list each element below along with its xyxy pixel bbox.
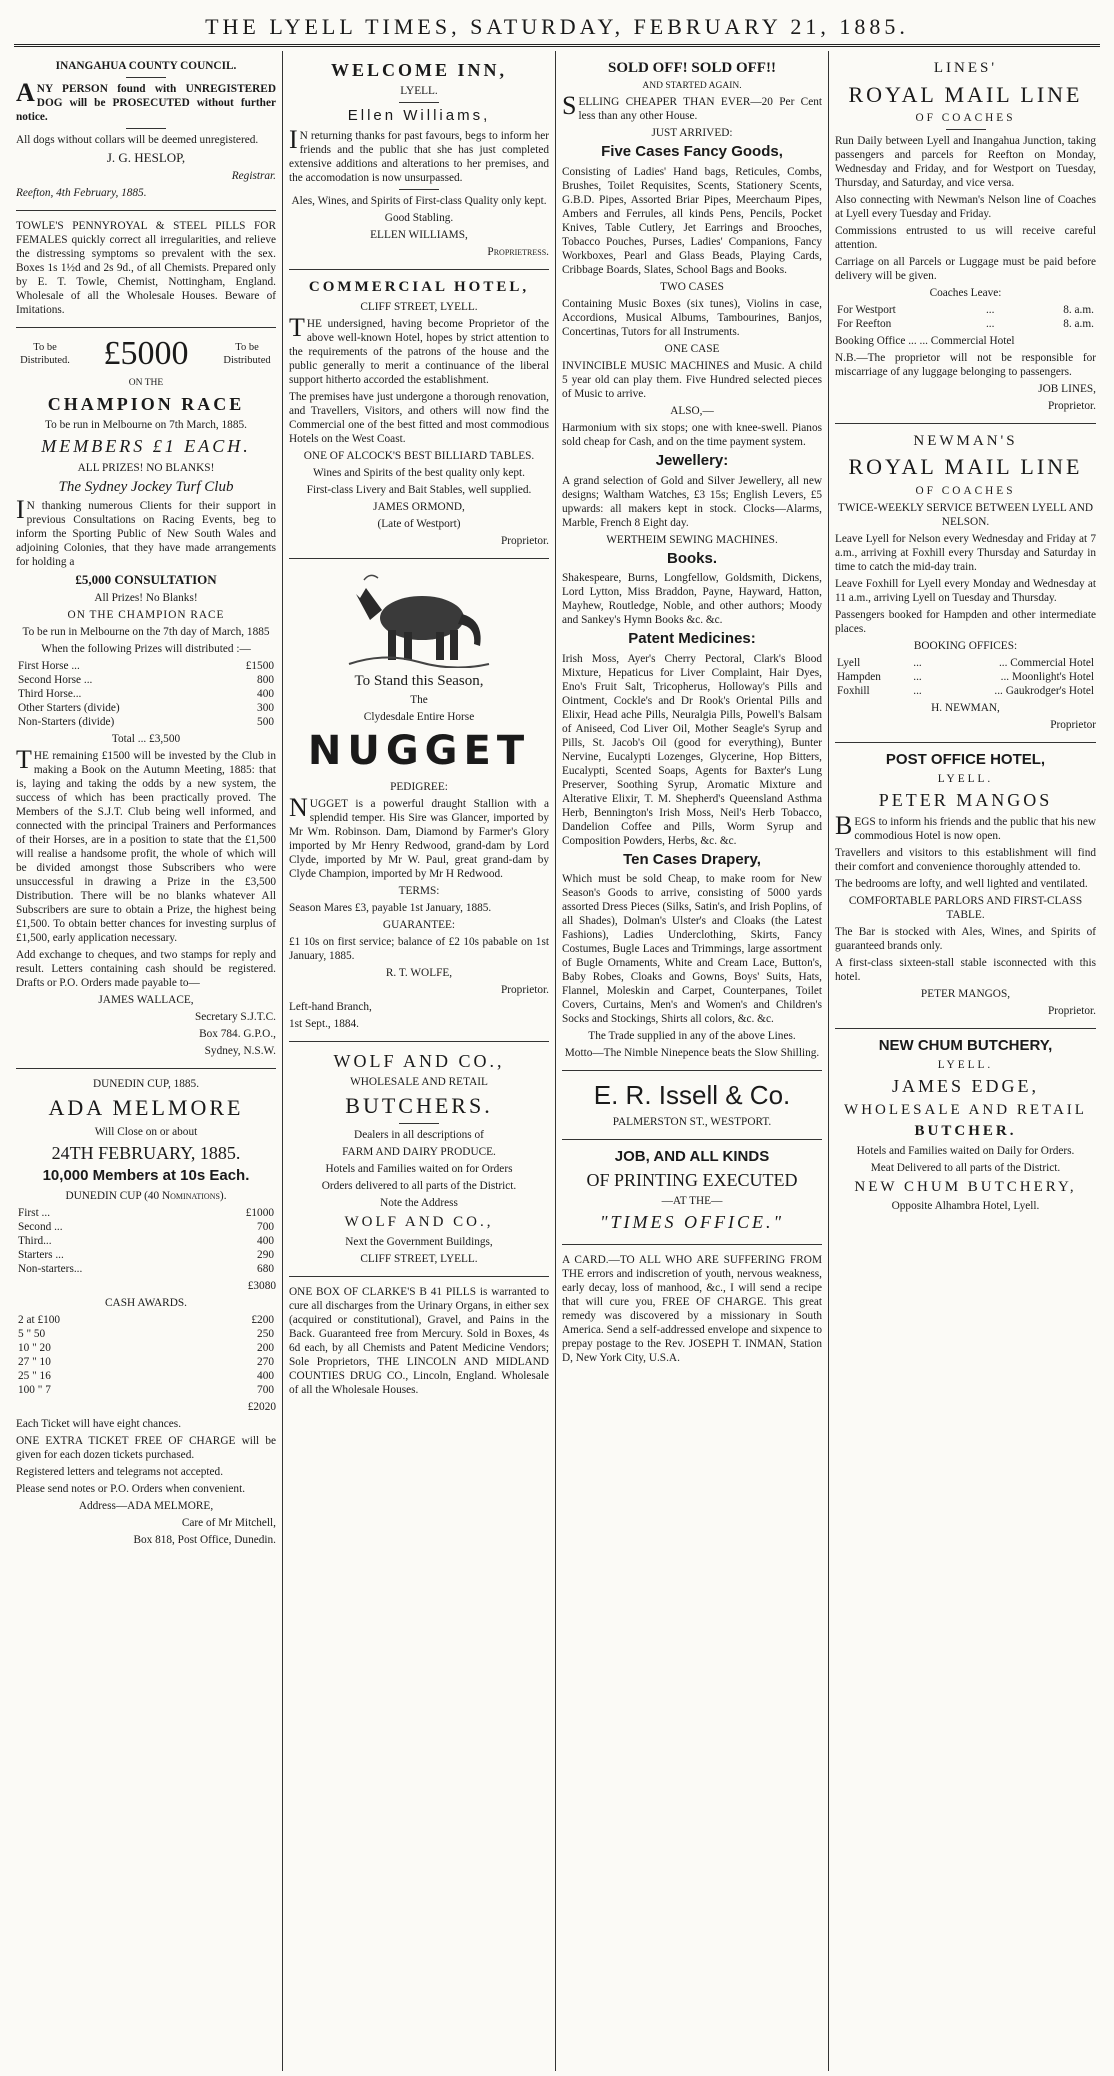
sweep-on-the: ON THE	[128, 378, 164, 389]
cash-label: 100 " 7	[18, 1383, 51, 1396]
welcome-role: Proprietress.	[487, 245, 549, 258]
post-office-hotel-ad	[835, 743, 1096, 1029]
newchum-title-2: NEW CHUM BUTCHERY,	[854, 1178, 1077, 1195]
cash-amount: 700	[257, 1383, 274, 1396]
prize-label: Other Starters (divide)	[18, 702, 120, 715]
soldoff-one: ONE CASE	[664, 342, 720, 355]
sweep-intro: IN thanking numerous Clients for their support in previous Consultations on Racing Events, beg to inform the Sporting Public of New South Wales and adjoining Colonies, that they have made arrangements for holding a	[16, 495, 276, 569]
divider	[126, 77, 166, 78]
prize-label: Second Horse ...	[18, 674, 93, 687]
prize-label: First Horse ...	[18, 660, 80, 673]
council-signer: J. G. HESLOP,	[106, 150, 186, 165]
soldoff-also-body: Harmonium with six stops; one with knee-swell. Pianos sold cheap for Cash, and on the time payment system.	[562, 421, 822, 448]
wolf-orders: Orders delivered to all parts of the District.	[321, 1180, 517, 1193]
cash-amount: 200	[257, 1341, 274, 1354]
column-4	[829, 51, 1102, 2071]
welcome-place: LYELL.	[400, 85, 438, 98]
sweep-prize-table	[16, 659, 276, 729]
newman-title: NEWMAN'S	[913, 432, 1018, 449]
printing-ad	[562, 1140, 822, 1245]
commercial-street: CLIFF STREET, LYELL.	[360, 300, 478, 313]
dunedin-close: Will Close on or about	[94, 1125, 198, 1138]
office-hotel: ... Commercial Hotel	[998, 656, 1094, 669]
cash-amount: 270	[257, 1355, 274, 1368]
dunedin-title: DUNEDIN CUP, 1885.	[92, 1078, 200, 1091]
dunedin-each: Each Ticket will have eight chances.	[16, 1417, 182, 1430]
wolf-next: Next the Government Buildings,	[345, 1235, 493, 1248]
postoffice-body: BEGS to inform his friends and the public that his new commodious Hotel is now open.	[835, 810, 1096, 842]
sweep-on-race-sub: To be run in Melbourne on the 7th day of March, 1885	[22, 626, 270, 639]
sweep-sign-3: Box 784. G.P.O.,	[199, 1028, 276, 1041]
newchum-butcher: BUTCHER.	[914, 1123, 1017, 1140]
issell-name: E. R. Issell & Co.	[593, 1080, 791, 1111]
dunedin-extra: ONE EXTRA TICKET FREE OF CHARGE will be given for each dozen tickets purchased.	[16, 1434, 276, 1461]
postoffice-bar: The Bar is stocked with Ales, Wines, and Spirits of guaranteed brands only.	[835, 925, 1096, 952]
soldoff-fancy: Five Cases Fancy Goods,	[601, 143, 783, 161]
sweep-when: When the following Prizes will distributed :—	[41, 643, 251, 656]
commercial-late: (Late of Westport)	[377, 517, 461, 530]
card-ad	[562, 1245, 822, 1375]
nugget-season: Season Mares £3, payable 1st January, 1885.	[289, 901, 492, 914]
cash-row	[16, 1383, 276, 1397]
commercial-body-2: The premises have just undergone a thorough renovation, and Travellers, Visitors, and others will now find the Commercial one of the best fitted and most commodious Hotels on the West Coast.	[289, 390, 549, 445]
newchum-opposite: Opposite Alhambra Hotel, Lyell.	[891, 1200, 1040, 1213]
council-date: Reefton, 4th February, 1885.	[16, 187, 147, 200]
newchum-name: JAMES EDGE,	[891, 1076, 1039, 1097]
dunedin-address-2: Care of Mr Mitchell,	[181, 1516, 276, 1529]
lines-also: Also connecting with Newman's Nelson line of Coaches at Lyell every Tuesday and Friday.	[835, 193, 1096, 220]
cash-amount: £200	[251, 1313, 274, 1326]
time-row	[835, 303, 1096, 317]
soldoff-sewing: WERTHEIM SEWING MACHINES.	[606, 533, 778, 546]
sweep-amount: £5000	[103, 335, 189, 373]
office-place: Foxhill	[837, 684, 870, 697]
newman-service: TWICE-WEEKLY SERVICE BETWEEN LYELL AND NELSON.	[837, 501, 1094, 528]
divider	[126, 128, 166, 129]
prize-amount: 800	[257, 674, 274, 687]
welcome-title: WELCOME INN,	[330, 60, 507, 80]
prize-label: Non-Starters (divide)	[18, 716, 115, 729]
postoffice-travellers: Travellers and visitors to this establishment will find their comfort and convenience thoroughly attended to.	[835, 846, 1096, 873]
nugget-stallion-ad	[289, 559, 549, 1042]
prize-amount: £1500	[245, 660, 274, 673]
dunedin-cup: DUNEDIN CUP (40 Nominations).	[65, 1189, 227, 1202]
lines-booking: Booking Office ... ... Commercial Hotel	[835, 334, 1015, 347]
nugget-guarantee: GUARANTEE:	[382, 918, 456, 931]
welcome-inn-ad	[289, 51, 549, 270]
commercial-body: THE undersigned, having become Proprietor of the above well-known Hotel, hopes by strict attention to the requirements of the patrons of the house and the public generally to merit a continuance of the liberal support hitherto accorded the establishment.	[289, 312, 549, 386]
time-label: For Reefton	[837, 317, 892, 330]
commercial-title: COMMERCIAL HOTEL,	[308, 278, 530, 295]
newman-offices: BOOKING OFFICES:	[913, 639, 1018, 652]
newman-passengers: Passengers booked for Hampden and other intermediate places.	[835, 608, 1096, 635]
cup-amount: 400	[257, 1234, 274, 1247]
soldoff-jewellery-body: A grand selection of Gold and Silver Jewellery, all new designs; Waltham Watches, £3 15s; English Levers, £5 upwards: all makers kept in stock. Clocks—Alarms, Marble, French 8 Eight day.	[562, 474, 822, 529]
office-dots: ...	[913, 670, 922, 683]
dunedin-members: 10,000 Members at 10s Each.	[42, 1166, 250, 1184]
postoffice-title: POST OFFICE HOTEL,	[885, 750, 1046, 768]
newman-leave-1: Leave Lyell for Nelson every Wednesday and Friday at 7 a.m., arriving at Foxhill every Thursday and Saturday in time to catch the mid-day train.	[835, 532, 1096, 573]
cash-amount: 250	[257, 1327, 274, 1340]
welcome-stabling: Good Stabling.	[384, 211, 454, 224]
printing-line-1: JOB, AND ALL KINDS	[614, 1147, 770, 1165]
nugget-body: NUGGET is a powerful draught Stallion with a splendid temper. His Sire was Glancer, imported by Mr Wm. Robinson. Dam, Diamond by Farmer's Glory imported by Mr Henry Redwood, grand-dam by Lord Clyde, imported by Mr W. Paul, great grand-dam by Clyde Champion, imported by Mr H Redwood.	[289, 792, 549, 880]
postoffice-parlors: COMFORTABLE PARLORS AND FIRST-CLASS TABLE.	[848, 894, 1083, 921]
office-dots: ...	[913, 684, 922, 697]
prize-row	[16, 701, 276, 715]
office-row	[835, 684, 1096, 698]
sweep-left: To be Distributed.	[20, 342, 70, 367]
lines-royal: ROYAL MAIL LINE	[848, 81, 1083, 107]
prize-row	[16, 715, 276, 729]
sweep-total: Total ... £3,500	[111, 733, 181, 746]
lines-sign: JOB LINES,	[1038, 382, 1096, 395]
sweep-members: MEMBERS £1 EACH.	[41, 436, 251, 457]
nugget-breed: Clydesdale Entire Horse	[363, 711, 475, 724]
printing-line-3: —AT THE—	[661, 1195, 723, 1208]
dunedin-address-3: Box 818, Post Office, Dunedin.	[133, 1533, 276, 1546]
nugget-name: NUGGET	[307, 728, 531, 775]
soldoff-patent-body: Irish Moss, Ayer's Cherry Pectoral, Clark's Blood Mixture, Hepaticus for Liver Complaint, Hair Dyes, Eno's Fruit Salt, Tricopherus, Holloway's Pills and Ointment, Cockle's and Dr Rook's Oriental Pills and Elixir, Head ache Pills, Neuralgia Pills, Powell's Balsam of Aniseed, Cod Liver Oil, Mother Seagle's Syrup and Pills, St. Jacob's Oil (good for everything), Bunter Nervine, Eucalypti Lozenges, Glycerine, Hop Bitters, Eucalypti, Scented Soaps, Agents for Baxter's Lung Preserver, Soothing Syrup, Aromatic Mixture and Alterative Elixir, T. M. Shepherd's Queensland Asthma Herb, Bennington's Irish Moss, Neil's Herb Tobacco, Dandelion Coffee and Pills, Worm Syrup and Composition Powders, Herbs, &c. &c.	[562, 652, 822, 847]
office-place: Lyell	[837, 656, 861, 669]
lines-times-table	[835, 303, 1096, 331]
lines-leave: Coaches Leave:	[929, 286, 1002, 299]
soldoff-title: SOLD OFF! SOLD OFF!!	[608, 60, 776, 76]
cash-label: 25 " 16	[18, 1369, 51, 1382]
soldoff-arrived: JUST ARRIVED:	[651, 127, 733, 140]
prize-amount: 400	[257, 688, 274, 701]
divider	[399, 102, 439, 103]
soldoff-patent: Patent Medicines:	[628, 630, 756, 648]
commercial-wines: Wines and Spirits of the best quality only kept.	[313, 466, 525, 479]
wolf-sub: WHOLESALE AND RETAIL	[350, 1076, 488, 1088]
dunedin-date: 24TH FEBRUARY, 1885.	[51, 1142, 241, 1163]
soldoff-also: ALSO,—	[670, 404, 714, 417]
new-chum-butchery-ad	[835, 1029, 1096, 1224]
welcome-ales: Ales, Wines, and Spirits of First-class Quality only kept.	[291, 194, 547, 207]
lines-coaches: OF COACHES	[915, 111, 1016, 124]
wolf-butchers: BUTCHERS.	[345, 1093, 493, 1118]
prize-row	[16, 687, 276, 701]
cup-row	[16, 1248, 276, 1262]
printing-line-2: OF PRINTING EXECUTED	[586, 1170, 798, 1191]
wolf-title: WOLF AND CO.,	[333, 1050, 505, 1071]
soldoff-jewellery: Jewellery:	[655, 451, 729, 469]
dunedin-cash: CASH AWARDS.	[105, 1296, 187, 1309]
dunedin-cup-ad	[16, 1069, 276, 1556]
nugget-guarantee-body: £1 10s on first service; balance of £2 10s pabable on 1st January, 1885.	[289, 935, 549, 962]
newman-royal: ROYAL MAIL LINE	[848, 454, 1083, 480]
office-hotel: ... Moonlight's Hotel	[1000, 670, 1094, 683]
prize-row	[16, 659, 276, 673]
sydney-sweep-ad	[16, 328, 276, 1069]
prize-label: Third Horse...	[18, 688, 82, 701]
council-role: Registrar.	[231, 170, 276, 183]
sold-off-ad	[562, 51, 822, 1071]
wolf-note: Note the Address	[380, 1197, 458, 1210]
cup-label: Third...	[18, 1234, 52, 1247]
sweep-body-2: Add exchange to cheques, and two stamps for reply and result. Letters containing cash should be registered. Drafts or P.O. Orders made payable to—	[16, 949, 276, 990]
card-text: A CARD.—TO ALL WHO ARE SUFFERING FROM THE errors and indiscretion of youth, nervous weakness, early decay, loss of manhood, &c., I will send a recipe that will cure you, FREE OF CHARGE. This great remedy was discovered by a missionary in South America. Send a self-addressed envelope and sixpence to prepay postage to the Rev. JOSEPH T. INMAN, Station D, New York City, U.S.A.	[562, 1253, 822, 1364]
cash-row	[16, 1341, 276, 1355]
soldoff-books-body: Shakespeare, Burns, Longfellow, Goldsmith, Dickens, Lord Lytton, Miss Braddon, Payne, Hayward, Hatton, Mayhew, Routledge, Noble, and other authors; Moody and Sankey's Hymn Books &c. &c.	[562, 572, 822, 627]
cup-row	[16, 1220, 276, 1234]
newman-coaches-ad	[835, 424, 1096, 743]
printing-line-4: "TIMES OFFICE."	[599, 1212, 785, 1233]
cup-label: Second ...	[18, 1220, 63, 1233]
sweep-race-sub: To be run in Melbourne on 7th March, 1885.	[45, 419, 247, 432]
council-body-2: All dogs without collars will be deemed unregistered.	[16, 134, 259, 146]
towle-text: TOWLE'S PENNYROYAL & STEEL PILLS FOR FEMALES quickly correct all irregularities, and relieve the distressing symptoms so prevalent with the sex. Boxes 1s 1½d and 2s 9d., of all Chemists. Prepared only by E. T. Towle, Chemist, Nottingham, England. Wholesale of all the Wholesale Houses. Beware of Imitations.	[16, 220, 276, 317]
masthead-rule	[14, 44, 1100, 47]
sweep-sign-4: Sydney, N.S.W.	[204, 1045, 276, 1058]
lines-title: LINES'	[933, 60, 998, 76]
wolf-butchers-ad	[289, 1042, 549, 1277]
welcome-name: Ellen Williams,	[347, 107, 491, 125]
sweep-club: The Sydney Jockey Turf Club	[58, 478, 234, 495]
cup-amount: 680	[257, 1262, 274, 1275]
clarke-pills-ad	[289, 1277, 549, 1407]
dunedin-registered: Registered letters and telegrams not accepted.	[16, 1465, 224, 1478]
prize-amount: 500	[257, 716, 274, 729]
lines-nb: N.B.—The proprietor will not be responsible for miscarriage of any luggage belonging to passengers.	[835, 351, 1096, 378]
newchum-sub: WHOLESALE AND RETAIL	[844, 1101, 1087, 1118]
newchum-place: LYELL.	[937, 1059, 994, 1072]
council-title: INANGAHUA COUNTY COUNCIL.	[55, 60, 237, 72]
time-value: 8. a.m.	[1063, 317, 1094, 330]
cup-row	[16, 1234, 276, 1248]
newman-sign: H. NEWMAN,	[931, 701, 1000, 714]
sweep-consultation: £5,000 CONSULTATION	[75, 572, 217, 588]
dunedin-cup-table	[16, 1206, 276, 1276]
issell-address: PALMERSTON ST., WESTPORT.	[612, 1115, 772, 1128]
prize-amount: 300	[257, 702, 274, 715]
soldoff-two: TWO CASES	[660, 280, 724, 293]
column-3	[556, 51, 829, 2071]
prize-row	[16, 673, 276, 687]
newman-role: Proprietor	[1050, 718, 1096, 731]
wolf-street: CLIFF STREET, LYELL.	[360, 1252, 478, 1265]
office-place: Hampden	[837, 670, 881, 683]
time-label: For Westport	[837, 303, 896, 316]
council-notice	[16, 51, 276, 211]
commercial-livery: First-class Livery and Bait Stables, well supplied.	[306, 483, 532, 496]
office-dots: ...	[913, 656, 922, 669]
cup-row	[16, 1262, 276, 1276]
dunedin-address-1: Address—ADA MELMORE,	[78, 1499, 214, 1512]
cash-label: 2 at £100	[18, 1313, 61, 1326]
commercial-role: Proprietor.	[500, 534, 549, 547]
lines-commissions: Commissions entrusted to us will receive careful attention.	[835, 224, 1096, 251]
dunedin-send: Please send notes or P.O. Orders when convenient.	[16, 1482, 246, 1495]
sweep-on-race: ON THE CHAMPION RACE	[67, 609, 225, 622]
sweep-right: To be Distributed	[223, 342, 271, 367]
soldoff-two-body: Containing Music Boxes (six tunes), Violins in case, Accordions, Musical Albums, Tambourines, Banjos, Concertinas, Tutors for all Instruments.	[562, 297, 822, 338]
cup-amount: £1000	[245, 1206, 274, 1219]
dunedin-cup-total: £3080	[247, 1279, 276, 1292]
soldoff-books: Books.	[666, 549, 717, 567]
sweep-race: CHAMPION RACE	[47, 394, 245, 415]
nugget-terms: TERMS:	[398, 884, 440, 897]
welcome-body: IN returning thanks for past favours, begs to inform her friends and the public that she has just completed extensive additions and alterations to her premises, and the accomodation is now unsurpassed.	[289, 124, 549, 184]
horse-illustration	[344, 568, 494, 668]
newchum-hotels: Hotels and Families waited on Daily for Orders.	[856, 1144, 1075, 1157]
nugget-pedigree: PEDIGREE:	[390, 780, 448, 793]
cash-row	[16, 1313, 276, 1327]
nugget-date: 1st Sept., 1884.	[289, 1017, 359, 1030]
cup-label: Non-starters...	[18, 1262, 83, 1275]
time-dots: ...	[985, 303, 995, 316]
cash-label: 27 " 10	[18, 1355, 51, 1368]
divider	[399, 1123, 439, 1124]
cup-row	[16, 1206, 276, 1220]
issell-ad	[562, 1071, 822, 1139]
divider	[399, 189, 439, 190]
postoffice-place: LYELL.	[937, 773, 994, 786]
office-row	[835, 656, 1096, 670]
cup-label: First ...	[18, 1206, 51, 1219]
wolf-address: WOLF AND CO.,	[344, 1214, 494, 1231]
sweep-consultation-sub: All Prizes! No Blanks!	[94, 592, 198, 605]
time-row	[835, 317, 1096, 331]
nugget-role: Proprietor.	[500, 983, 549, 996]
postoffice-sign: PETER MANGOS,	[920, 987, 1011, 1000]
soldoff-fancy-body: Consisting of Ladies' Hand bags, Reticules, Combs, Brushes, Toilet Requisites, Scents, Stationery Scents, G.B.D. Pipes, Assorted Briar Pipes, Meerchaum Pipes, Ambers and Ferrules, all kinds Pens, Pencils, Pocket Knives, Table Cutlery, Jet Earrings and Brooches, Tobacco Pouches, Purses, Ladies' Companions, Fancy Workboxes, Pearl and Glass Beads, Playing Cards, Cribbage Boards, Slates, School Bags and Books.	[562, 165, 822, 276]
postoffice-stable: A first-class sixteen-stall stable isconnected with this hotel.	[835, 956, 1096, 983]
welcome-sign: ELLEN WILLIAMS,	[370, 228, 468, 241]
soldoff-trade: The Trade supplied in any of the above Lines.	[588, 1030, 796, 1043]
cash-amount: 400	[257, 1369, 274, 1382]
soldoff-motto: Motto—The Nimble Ninepence beats the Slow Shilling.	[564, 1047, 820, 1060]
dunedin-cash-total: £2020	[247, 1400, 276, 1413]
soldoff-drapery-body: Which must be sold Cheap, to make room for New Season's Goods to arrive, consisting of 5000 yards assorted Dress Pieces (Silks, Satin's, and Irish Poplins, of all Shades), Dolman's Ulster's and Cloaks (the Latest Fashions), Ladies Underclothing, Skirts, Fancy Costumes, Bugle Laces and Trimmings, large assortment of Bugle Ornaments, White and Cream Lace, Button's, Baby Robes, Cloaks and Gowns, Boys' Suits, Hats, Flannel, Moleskin and Carpet, Counterpanes, Toilet Covers, Curtains, Men's and Women's and Children's Socks and Stockings, Shirts all colors, &c. &c.	[562, 873, 822, 1026]
lines-body: Run Daily between Lyell and Inangahua Junction, taking passengers and parcels for Reefton on Monday, Wednesday and Friday, and for Westport on Tuesday, Thursday, and Saturday, and vice versa.	[835, 134, 1096, 189]
clarke-text: ONE BOX OF CLARKE'S B 41 PILLS is warranted to cure all discharges from the Urinary Organs, in either sex (acquired or constitutional), Gravel, and Pains in the Back. Guaranteed free from Mercury. Sold in Boxes, 4s 6d each, by all Chemists and Patent Medicine Vendors; Sole Proprietors, THE LINCOLN AND MIDLAND COUNTIES DRUG CO., Lincoln, England. Wholesale of all the Wholesale Houses.	[289, 1285, 549, 1396]
masthead: THE LYELL TIMES, SATURDAY, FEBRUARY 21, 1885.	[205, 14, 909, 39]
column-1	[10, 51, 283, 2071]
columns	[10, 51, 1104, 2071]
soldoff-drapery: Ten Cases Drapery,	[623, 850, 761, 868]
nugget-sign: R. T. WOLFE,	[385, 966, 453, 979]
commercial-sign: JAMES ORMOND,	[373, 500, 465, 513]
office-hotel: ... Gaukrodger's Hotel	[994, 684, 1094, 697]
cup-amount: 700	[257, 1220, 274, 1233]
cash-row	[16, 1355, 276, 1369]
cash-label: 10 " 20	[18, 1341, 51, 1354]
time-dots: ...	[985, 317, 995, 330]
soldoff-sub: AND STARTED AGAIN.	[642, 80, 742, 91]
cash-row	[16, 1327, 276, 1341]
council-body: ANY PERSON found with UNREGISTERED DOG will be PROSECUTED without further notice.	[16, 78, 276, 123]
column-2	[283, 51, 556, 2071]
newchum-meat: Meat Delivered to all parts of the District.	[870, 1161, 1061, 1174]
postoffice-bedrooms: The bedrooms are lofty, and well lighted and ventilated.	[835, 877, 1088, 890]
postoffice-name: PETER MANGOS	[878, 790, 1053, 811]
sweep-prizes: ALL PRIZES! NO BLANKS!	[77, 461, 215, 474]
divider	[946, 129, 986, 130]
newchum-title: NEW CHUM BUTCHERY,	[878, 1036, 1053, 1054]
towle-pills-ad	[16, 211, 276, 328]
nugget-branch: Left-hand Branch,	[289, 1000, 372, 1013]
soldoff-one-body: INVINCIBLE MUSIC MACHINES and Music. A child 5 year old can play them. Five Hundred selected pieces of Music to arrive.	[562, 359, 822, 400]
wolf-dealers: Dealers in all descriptions of	[354, 1129, 484, 1142]
cup-label: Starters ...	[18, 1248, 64, 1261]
cash-label: 5 " 50	[18, 1327, 46, 1340]
sweep-header	[16, 333, 276, 375]
sweep-sign-1: JAMES WALLACE,	[98, 994, 194, 1007]
commercial-hotel-ad	[289, 270, 549, 559]
nugget-the: The	[410, 694, 428, 707]
commercial-billiard: ONE OF ALCOCK'S BEST BILLIARD TABLES.	[303, 449, 535, 462]
soldoff-selling: SELLING CHEAPER THAN EVER—20 Per Cent less than any other House.	[562, 91, 822, 123]
nugget-stand: To Stand this Season,	[354, 672, 484, 689]
newman-leave-2: Leave Foxhill for Lyell every Monday and Wednesday at 11 a.m., arriving Lyell on Tuesday and Thursday.	[835, 577, 1096, 604]
time-value: 8. a.m.	[1063, 303, 1094, 316]
newman-offices-table	[835, 656, 1096, 698]
office-row	[835, 670, 1096, 684]
sweep-body: THE remaining £1500 will be invested by the Club in making a Book on the Autumn Meeting, 1885: that is, laying and taking the odds by a new system, the success of which has been practically proved. The Members of the S.J.T. Club being well informed, and connected with the principal Trainers and Performances of their Horses, are in a position to state that the £1,500 will realise a handsome profit, the whole of which will be divided amongst those Subscribers who were unsuccessful in drawing a Prize in the £3,500 Distribution. There will be no blanks whatever All Subscribers are sure to obtain a Prize, the highest being £1,500. To obtain better chances for investing surplus of £1,500, early application necessary.	[16, 745, 276, 945]
cash-row	[16, 1369, 276, 1383]
dunedin-cash-table	[16, 1313, 276, 1397]
dunedin-name: ADA MELMORE	[48, 1095, 244, 1121]
wolf-hotels: Hotels and Families waited on for Orders	[325, 1163, 513, 1176]
lines-role: Proprietor.	[1047, 399, 1096, 412]
sweep-sign-2: Secretary S.J.T.C.	[194, 1011, 276, 1024]
cup-amount: 290	[257, 1248, 274, 1261]
lines-coaches-ad	[835, 51, 1096, 424]
lines-carriage: Carriage on all Parcels or Luggage must be paid before delivery will be given.	[835, 255, 1096, 282]
newman-coaches: OF COACHES	[915, 484, 1016, 497]
wolf-farm: FARM AND DAIRY PRODUCE.	[342, 1146, 496, 1159]
postoffice-role: Proprietor.	[1047, 1004, 1096, 1017]
